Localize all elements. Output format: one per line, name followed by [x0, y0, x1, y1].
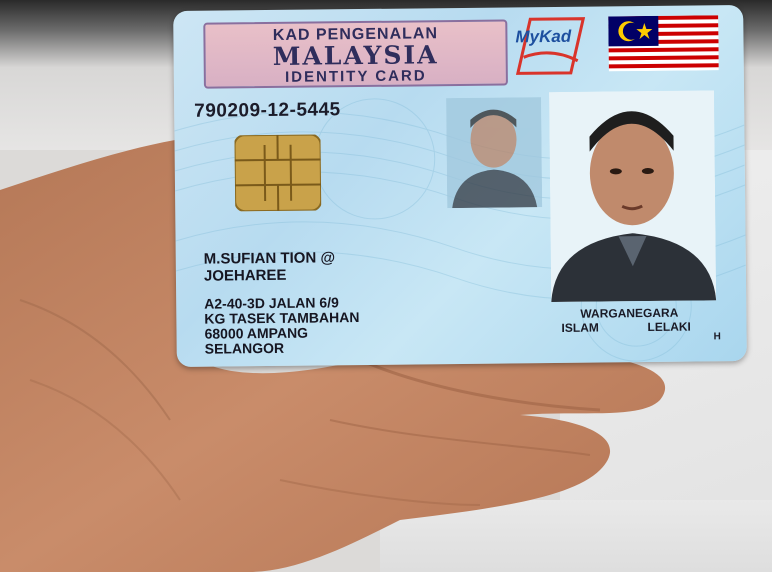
brand-label: MyKad [515, 26, 572, 47]
header-line-2: MALAYSIA [272, 40, 439, 71]
smart-chip-icon [234, 134, 321, 211]
identity-card [173, 5, 747, 367]
header-line-3: IDENTITY CARD [284, 67, 427, 86]
religion-label: ISLAM [561, 320, 599, 335]
header-line-1: KAD PENGENALAN [272, 25, 439, 44]
address-line-4: SELANGOR [204, 339, 285, 357]
address-line-2: KG TASEK TAMBAHAN [204, 309, 360, 327]
holder-name [204, 249, 336, 284]
portrait-photo [549, 90, 716, 302]
address-line-1: A2-40-3D JALAN 6/9 [204, 294, 339, 312]
malaysia-flag-icon [608, 15, 719, 71]
gender-label: LELAKI [647, 319, 691, 335]
name-line-2: JOEHAREE [203, 266, 287, 285]
holder-address [204, 295, 360, 357]
address-line-3: 68000 AMPANG [204, 324, 309, 342]
card-mark: H [713, 331, 721, 343]
card-header [203, 19, 508, 88]
name-line-1: M.SUFIAN TION @ [203, 249, 336, 268]
ghost-portrait [446, 97, 542, 208]
citizenship-label: WARGANEGARA [580, 305, 679, 321]
ic-number: 790209-12-5445 [194, 99, 341, 122]
